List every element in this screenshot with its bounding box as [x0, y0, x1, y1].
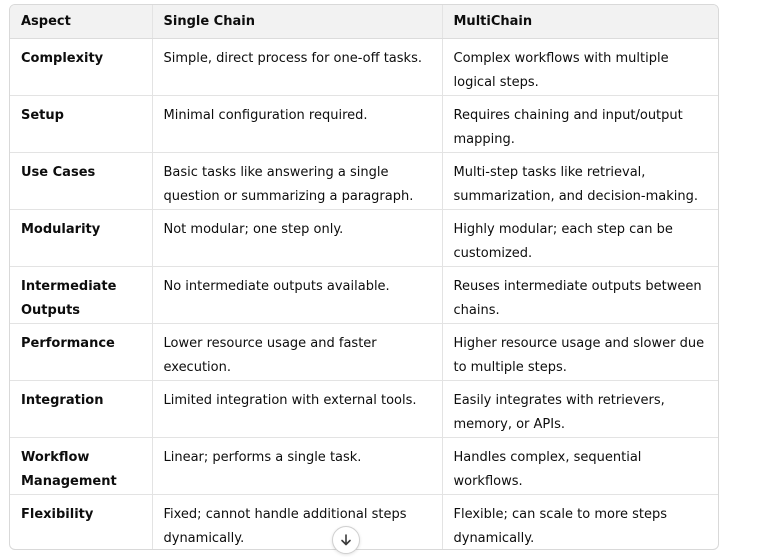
header-aspect: Aspect [10, 5, 152, 38]
row-multichain: Flexible; can scale to more steps dynamically. [453, 506, 668, 546]
scroll-to-bottom-button[interactable] [332, 526, 360, 554]
row-single-chain: Minimal configuration required. [152, 95, 442, 152]
row-single-chain: Lower resource usage and faster execution. [152, 323, 442, 380]
row-aspect: Use Cases [10, 152, 152, 209]
row-single-chain: Linear; performs a single task. [152, 437, 442, 494]
row-single-chain: No intermediate outputs available. [152, 266, 442, 323]
header-single-chain: Single Chain [152, 5, 442, 38]
row-aspect: Workflow Management [10, 437, 152, 494]
row-single-chain: Simple, direct process for one-off tasks. [152, 38, 442, 95]
table-row [10, 380, 719, 437]
table-row [10, 209, 719, 266]
row-aspect: Setup [10, 95, 152, 152]
row-multichain: Complex workflows with multiple logical steps. [442, 38, 719, 95]
row-aspect: Integration [10, 380, 152, 437]
row-aspect: Complexity [10, 38, 152, 95]
comparison-table-container [9, 4, 719, 550]
table-row [10, 152, 719, 209]
table-body [10, 38, 719, 550]
table-row [10, 266, 719, 323]
row-multichain: Higher resource usage and slower due to multiple steps. [442, 323, 719, 380]
row-multichain: Requires chaining and input/output mapping. [442, 95, 719, 152]
table-header [10, 5, 719, 38]
row-multichain: Reuses intermediate outputs between chains. [442, 266, 719, 323]
row-single-chain: Fixed; cannot handle additional steps dynamically. [152, 494, 442, 550]
header-multichain: MultiChain [442, 5, 719, 38]
row-aspect: Modularity [10, 209, 152, 266]
table-row [10, 323, 719, 380]
table-row [10, 38, 719, 95]
table-row [10, 95, 719, 152]
row-single-chain: Not modular; one step only. [152, 209, 442, 266]
comparison-table [10, 5, 719, 550]
row-multichain: Multi-step tasks like retrieval, summarization, and decision-making. [442, 152, 719, 209]
table-row [10, 437, 719, 494]
row-multichain: Highly modular; each step can be customized. [442, 209, 719, 266]
arrow-down-icon [339, 533, 353, 547]
row-aspect: Intermediate Outputs [10, 266, 152, 323]
row-multichain: Handles complex, sequential workflows. [442, 437, 719, 494]
row-single-chain: Limited integration with external tools. [152, 380, 442, 437]
row-single-chain: Basic tasks like answering a single question or summarizing a paragraph. [152, 152, 442, 209]
row-multichain: Easily integrates with retrievers, memory, or APIs. [442, 380, 719, 437]
header-row [10, 5, 719, 38]
row-aspect: Performance [10, 323, 152, 380]
row-aspect: Flexibility [10, 494, 152, 550]
table-row [10, 494, 719, 550]
